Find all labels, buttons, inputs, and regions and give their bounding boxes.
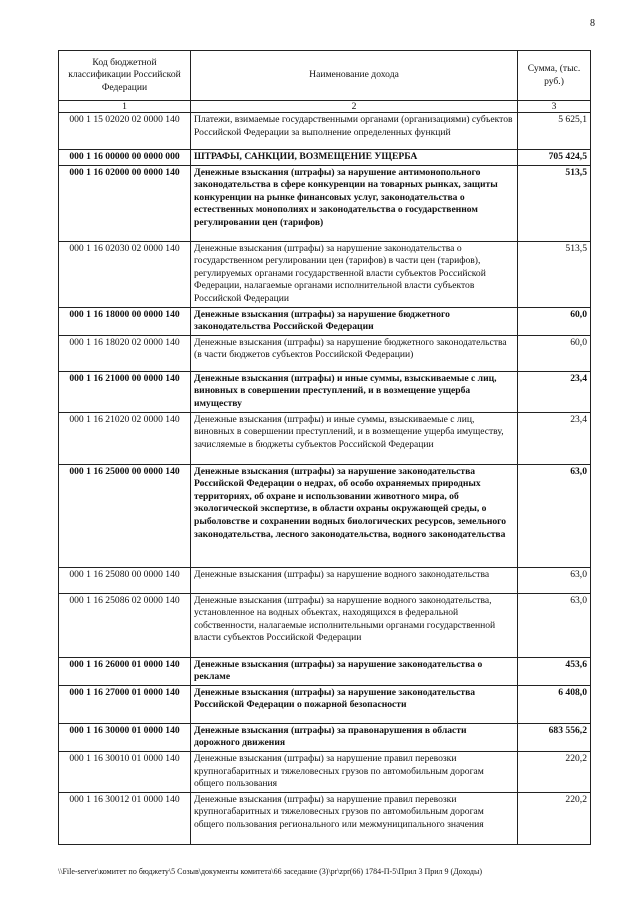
table-row: [59, 567, 591, 593]
table-row: [59, 307, 591, 335]
column-number: 3: [518, 101, 591, 113]
row-code: 000 1 16 02000 00 0000 140: [59, 165, 191, 241]
table-row: [59, 371, 591, 412]
row-amount: 5 625,1: [518, 113, 591, 150]
row-amount: 220,2: [518, 792, 591, 844]
table-row: [59, 657, 591, 685]
row-amount: 683 556,2: [518, 723, 591, 751]
page-number: 8: [590, 18, 595, 29]
row-name: ШТРАФЫ, САНКЦИИ, ВОЗМЕЩЕНИЕ УЩЕРБА: [191, 150, 518, 166]
table-row: [59, 241, 591, 307]
table-row: [59, 113, 591, 150]
header-amount: Сумма, (тыс. руб.): [518, 51, 591, 101]
row-name: Денежные взыскания (штрафы) за нарушение водного законодательства: [191, 567, 518, 593]
row-code: 000 1 16 25086 02 0000 140: [59, 593, 191, 657]
row-name: Платежи, взимаемые государственными органами (организациями) субъектов Российской Федерации за выполнение определенных функций: [191, 113, 518, 150]
row-code: 000 1 15 02020 02 0000 140: [59, 113, 191, 150]
row-code: 000 1 16 27000 01 0000 140: [59, 685, 191, 723]
row-amount: 23,4: [518, 412, 591, 464]
table-row: [59, 412, 591, 464]
row-code: 000 1 16 02030 02 0000 140: [59, 241, 191, 307]
row-amount: 63,0: [518, 464, 591, 567]
table-header-row: [59, 51, 591, 101]
header-code: Код бюджетной классификации Российской Федерации: [59, 51, 191, 101]
row-name: Денежные взыскания (штрафы) за правонарушения в области дорожного движения: [191, 723, 518, 751]
row-amount: 220,2: [518, 751, 591, 792]
table-row: [59, 593, 591, 657]
row-name: Денежные взыскания (штрафы) за нарушение правил перевозки крупногабаритных и тяжеловесных грузов по автомобильным дорогам общего пользования: [191, 751, 518, 792]
row-code: 000 1 16 26000 01 0000 140: [59, 657, 191, 685]
row-amount: 60,0: [518, 335, 591, 371]
row-code: 000 1 16 30012 01 0000 140: [59, 792, 191, 844]
row-code: 000 1 16 18020 02 0000 140: [59, 335, 191, 371]
row-code: 000 1 16 18000 00 0000 140: [59, 307, 191, 335]
revenue-table: [58, 50, 591, 845]
table-row: [59, 685, 591, 723]
file-path-footer: \\File-server\комитет по бюджету\5 Созыв\документы комитета\66 заседание (3)\pr\zpr(66) 1784-П-5\Прил 3 Прил 9 (Доходы): [58, 867, 483, 876]
row-code: 000 1 16 00000 00 0000 000: [59, 150, 191, 166]
header-name: Наименование дохода: [191, 51, 518, 101]
column-number: 1: [59, 101, 191, 113]
table-row: [59, 751, 591, 792]
row-name: Денежные взыскания (штрафы) за нарушение бюджетного законодательства Российской Федерации: [191, 307, 518, 335]
row-code: 000 1 16 30010 01 0000 140: [59, 751, 191, 792]
row-amount: 453,6: [518, 657, 591, 685]
row-name: Денежные взыскания (штрафы) и иные суммы, взыскиваемые с лиц, виновных в совершении преступлений, и в возмещение ущерба имуществу, зачисляемые в бюджеты субъектов Российской Федерации: [191, 412, 518, 464]
row-name: Денежные взыскания (штрафы) за нарушение правил перевозки крупногабаритных и тяжеловесных грузов по автомобильным дорогам общего пользования регионального или межмуниципального значения: [191, 792, 518, 844]
row-code: 000 1 16 21000 00 0000 140: [59, 371, 191, 412]
row-name: Денежные взыскания (штрафы) за нарушение законодательства Российской Федерации о пожарной безопасности: [191, 685, 518, 723]
row-amount: 6 408,0: [518, 685, 591, 723]
row-amount: 705 424,5: [518, 150, 591, 166]
table-row: [59, 464, 591, 567]
row-name: Денежные взыскания (штрафы) за нарушение антимонопольного законодательства в сфере конкуренции на товарных рынках, защиты конкуренции на рынке финансовых услуг, законодательства о естественных монополиях и законодательства о государственном регулировании цен (тарифов): [191, 165, 518, 241]
row-code: 000 1 16 25080 00 0000 140: [59, 567, 191, 593]
table-row: [59, 165, 591, 241]
row-name: Денежные взыскания (штрафы) за нарушение водного законодательства, установленное на водных объектах, находящихся в федеральной собственности, налагаемые исполнительными органами государственной власти субъектов Российской Федерации: [191, 593, 518, 657]
row-code: 000 1 16 21020 02 0000 140: [59, 412, 191, 464]
column-number: 2: [191, 101, 518, 113]
row-amount: 513,5: [518, 165, 591, 241]
row-name: Денежные взыскания (штрафы) за нарушение законодательства о рекламе: [191, 657, 518, 685]
row-name: Денежные взыскания (штрафы) за нарушение законодательства о государственном регулировании цен (тарифов) в части цен (тарифов), регулируемых органами государственной власти субъектов Российской Федерации, налагаемые органами исполнительной власти субъектов Российской Федерации: [191, 241, 518, 307]
row-amount: 63,0: [518, 567, 591, 593]
row-name: Денежные взыскания (штрафы) за нарушение бюджетного законодательства (в части бюджетов субъектов Российской Федерации): [191, 335, 518, 371]
row-name: Денежные взыскания (штрафы) за нарушение законодательства Российской Федерации о недрах, об особо охраняемых природных территориях, об охране и использовании животного мира, об экологической экспертизе, в области охраны окружающей среды, о рыболовстве и сохранении водных биологических ресурсов, земельного законодательства, лесного законодательства, водного законодательства: [191, 464, 518, 567]
row-amount: 60,0: [518, 307, 591, 335]
row-name: Денежные взыскания (штрафы) и иные суммы, взыскиваемые с лиц, виновных в совершении преступлений, и в возмещение ущерба имуществу: [191, 371, 518, 412]
row-amount: 513,5: [518, 241, 591, 307]
row-amount: 23,4: [518, 371, 591, 412]
table-row: [59, 335, 591, 371]
row-code: 000 1 16 30000 01 0000 140: [59, 723, 191, 751]
row-amount: 63,0: [518, 593, 591, 657]
table-row: [59, 150, 591, 166]
row-code: 000 1 16 25000 00 0000 140: [59, 464, 191, 567]
table-row: [59, 723, 591, 751]
table-row: [59, 792, 591, 844]
column-number-row: [59, 101, 591, 113]
